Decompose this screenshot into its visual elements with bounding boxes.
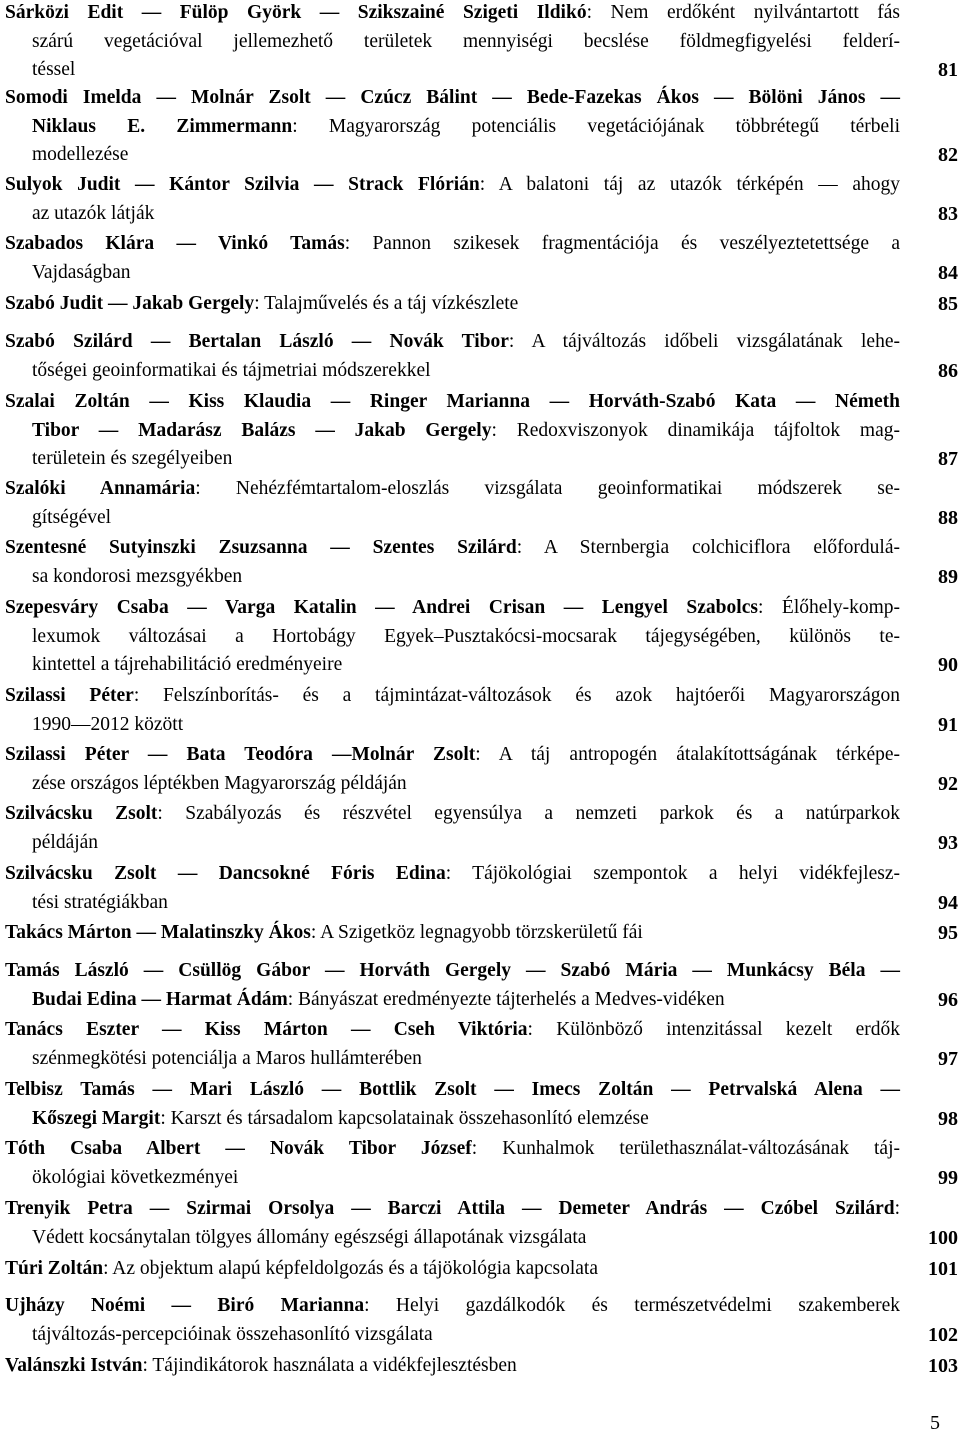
toc-entry-title: tőségei geoinformatikai és tájmetriai módszerekkel	[32, 360, 431, 381]
toc-entry-line	[32, 1046, 900, 1072]
toc-entry-title: Védett kocsánytalan tölgyes állomány egészségi állapotának vizsgálata	[32, 1227, 587, 1248]
toc-entry-title: lexumok változásai a Hortobágy Egyek–Pusztakócsi-mocsarak tájegységében, különös te-	[32, 626, 900, 647]
toc-entry-title: : Felszínborítás- és a tájmintázat-változások és azok hajtóerői Magyarországon	[133, 685, 900, 706]
toc-entry-title: az utazók látják	[32, 203, 155, 224]
toc-entry-authors: Sárközi Edit — Fülöp Györk — Szikszainé Szigeti Ildikó	[5, 2, 587, 23]
toc-entry-page-number: 82	[938, 144, 958, 166]
toc-entry-page-number: 86	[938, 360, 958, 382]
toc-entry-title: : Magyarország potenciális vegetációjának többrétegű térbeli	[292, 116, 901, 137]
toc-entry-line	[32, 564, 900, 590]
toc-entry-line	[32, 1322, 900, 1348]
toc-entry-title: szárú vegetációval jellemezhető területek mennyiségi becslése földmegfigyelési felderí-	[32, 31, 900, 52]
toc-entry	[0, 1017, 960, 1074]
toc-entry-title: : Az objektum alapú képfeldolgozás és a tájökológia kapcsolata	[103, 1258, 598, 1279]
toc-entry-title: ökológiai következményei	[32, 1167, 239, 1188]
toc-entry-title: : A tájváltozás időbeli vizsgálatának lehe-	[508, 331, 900, 352]
toc-entry	[0, 1077, 960, 1134]
toc-entry-page-number: 96	[938, 989, 958, 1011]
toc-entry-page-number: 92	[938, 773, 958, 795]
toc-entry-line	[32, 771, 900, 797]
toc-entry-line	[5, 1196, 900, 1222]
toc-entry-title: : Karszt és társadalom kapcsolatainak összehasonlító elemzése	[160, 1108, 649, 1129]
toc-entry-line	[5, 85, 900, 111]
toc-entry-authors: Trenyik Petra — Szirmai Orsolya — Barczi Attila — Demeter András — Czóbel Szilárd	[5, 1198, 895, 1219]
toc-entry-line	[5, 801, 900, 827]
toc-entry-title: : A táj antropogén átalakítottságának térképe-	[475, 744, 900, 765]
toc-entry-title: : Kunhalmok területhasználat-változásának táj-	[471, 1138, 900, 1159]
toc-entry-line	[5, 1293, 900, 1319]
toc-entry-authors: Tanács Eszter — Kiss Márton — Cseh Viktória	[5, 1019, 528, 1040]
toc-entry	[0, 683, 960, 740]
toc-entry-page-number: 85	[938, 293, 958, 315]
toc-entry	[0, 1196, 960, 1253]
toc-entry-authors: Szilvácsku Zsolt — Dancsokné Fóris Edina	[5, 863, 446, 884]
toc-entry-page-number: 88	[938, 507, 958, 529]
toc-entry-line	[32, 446, 900, 472]
toc-entry-title: : Szabályozás és részvétel egyensúlya a nemzeti parkok és a natúrparkok	[157, 803, 900, 824]
toc-entry-line	[32, 29, 900, 55]
toc-entry-line	[32, 1225, 900, 1251]
toc-entry-title: : Tájindikátorok használata a vidékfejlesztésben	[142, 1355, 517, 1376]
toc-entry-line	[32, 201, 900, 227]
toc-entry-authors: Szentesné Sutyinszki Zsuzsanna — Szentes Szilárd	[5, 537, 517, 558]
toc-entry-title: : Élőhely-komp-	[757, 597, 900, 618]
toc-entry-authors: Szepesváry Csaba — Varga Katalin — Andrei Crisan — Lengyel Szabolcs	[5, 597, 758, 618]
toc-entry-page-number: 99	[938, 1167, 958, 1189]
toc-entry-line	[5, 1017, 900, 1043]
toc-entry-title: : Nehézfémtartalom-eloszlás vizsgálata geoinformatikai módszerek se-	[195, 478, 900, 499]
toc-entry-title: gítségével	[32, 507, 112, 528]
toc-entry-title: kintettel a tájrehabilitáció eredményeire	[32, 654, 343, 675]
toc-entry-title: : Pannon szikesek fragmentációja és veszélyeztetettsége a	[344, 233, 900, 254]
toc-entry-line	[32, 890, 900, 916]
toc-entry-authors: Kőszegi Margit	[32, 1108, 161, 1129]
toc-entry-line	[32, 142, 900, 168]
toc-entry-page-number: 95	[938, 922, 958, 944]
toc-entry-page-number: 87	[938, 448, 958, 470]
toc-entry-title: sa kondorosi mezsgyékben	[32, 566, 243, 587]
toc-entry-authors: Takács Márton — Malatinszky Ákos	[5, 922, 311, 943]
toc-entry-page-number: 81	[938, 59, 958, 81]
toc-entry	[0, 389, 960, 475]
toc-entry-authors: Niklaus E. Zimmermann	[32, 116, 293, 137]
toc-entry-authors: Sulyok Judit — Kántor Szilvia — Strack Flórián	[5, 174, 480, 195]
toc-entry-page-number: 101	[928, 1258, 958, 1280]
toc-entry-line	[32, 505, 900, 531]
toc-entry-line	[5, 535, 900, 561]
toc-entry-title: zése országos léptékben Magyarország példáján	[32, 773, 407, 794]
page-number: 5	[930, 1412, 940, 1434]
toc-entry-title: : A balatoni táj az utazók térképén — ahogy	[479, 174, 900, 195]
toc-entry-title: : A Szigetköz legnagyobb törzskerületű fái	[310, 922, 643, 943]
toc-entry	[0, 172, 960, 229]
toc-entry-page-number: 94	[938, 892, 958, 914]
toc-entry-page-number: 103	[928, 1355, 958, 1377]
toc-entry	[0, 476, 960, 533]
toc-entry	[0, 1256, 960, 1285]
toc-entry-authors: Szabó Judit — Jakab Gergely	[5, 293, 255, 314]
toc-entry-authors: Ujházy Noémi — Biró Marianna	[5, 1295, 365, 1316]
toc-entry-authors: Szabó Szilárd — Bertalan László — Novák Tibor	[5, 331, 509, 352]
toc-entry-line	[32, 712, 900, 738]
toc-entry-authors: Somodi Imelda — Molnár Zsolt — Czúcz Bálint — Bede-Fazekas Ákos — Bölöni János —	[5, 87, 900, 108]
toc-entry-line	[32, 1106, 900, 1132]
toc-entry-page-number: 90	[938, 654, 958, 676]
toc-entry-page-number: 102	[928, 1324, 958, 1346]
toc-entry-title: modellezése	[32, 144, 129, 165]
toc-entry	[0, 595, 960, 681]
toc-entry-line	[5, 389, 900, 415]
toc-entry	[0, 85, 960, 171]
toc-entry	[0, 920, 960, 949]
toc-entry	[0, 1293, 960, 1350]
toc-entry-line	[32, 418, 900, 444]
toc-entry-title: : Redoxviszonyok dinamikája tájfoltok mag-	[491, 420, 900, 441]
toc-entry-page-number: 98	[938, 1108, 958, 1130]
toc-entry-authors: Budai Edina — Harmat Ádám	[32, 989, 288, 1010]
toc-entry-title: tési stratégiákban	[32, 892, 168, 913]
toc-entry-authors: Szalóki Annamária	[5, 478, 196, 499]
toc-entry-line	[5, 476, 900, 502]
toc-entry-authors: Tóth Csaba Albert — Novák Tibor József	[5, 1138, 472, 1159]
toc-entry-authors: Túri Zoltán	[5, 1258, 104, 1279]
toc-entry-line	[5, 291, 900, 317]
toc-entry-line	[5, 920, 900, 946]
toc-entry-authors: Szilvácsku Zsolt	[5, 803, 158, 824]
toc-entry	[0, 958, 960, 1015]
toc-entry-title: téssel	[32, 59, 76, 80]
toc-entry-line	[32, 260, 900, 286]
toc-entry-line	[5, 231, 900, 257]
toc-entry-title: : Helyi gazdálkodók és természetvédelmi szakemberek	[364, 1295, 900, 1316]
toc-entry-title: : Különböző intenzitással kezelt erdők	[527, 1019, 900, 1040]
toc-entry-line	[32, 358, 900, 384]
toc-entry-page-number: 91	[938, 714, 958, 736]
toc-entry-title: : Tájökológiai szempontok a helyi vidékfejlesz-	[445, 863, 900, 884]
toc-entry-authors: Szilassi Péter — Bata Teodóra —Molnár Zsolt	[5, 744, 476, 765]
toc-entry-title: Vajdaságban	[32, 262, 131, 283]
toc-entry-authors: Szabados Klára — Vinkó Tamás	[5, 233, 345, 254]
toc-entry-title: : Talajművelés és a táj vízkészlete	[254, 293, 519, 314]
toc-entry	[0, 231, 960, 288]
toc-entry-line	[32, 1165, 900, 1191]
toc-entry-title: tájváltozás-percepcióinak összehasonlító vizsgálata	[32, 1324, 433, 1345]
toc-entry	[0, 329, 960, 386]
toc-entry-line	[5, 742, 900, 768]
toc-entry-line	[32, 624, 900, 650]
toc-entry-title: : A Sternbergia colchiciflora előfordulá-	[516, 537, 900, 558]
toc-entry-line	[5, 1136, 900, 1162]
toc-entry-line	[5, 329, 900, 355]
toc-entry	[0, 1353, 960, 1382]
toc-entry-line	[32, 114, 900, 140]
toc-entry-authors: Telbisz Tamás — Mari László — Bottlik Zsolt — Imecs Zoltán — Petrvalská Alena —	[5, 1079, 900, 1100]
toc-entry-line	[5, 861, 900, 887]
toc-entry	[0, 535, 960, 592]
toc-entry-line	[32, 57, 900, 83]
toc-entry-title: területein és szegélyeiben	[32, 448, 233, 469]
toc-entry-page-number: 83	[938, 203, 958, 225]
toc-entry-line	[5, 595, 900, 621]
toc-entry-line	[32, 830, 900, 856]
toc-entry-page-number: 93	[938, 832, 958, 854]
toc-entry-title: :	[894, 1198, 900, 1219]
toc-entry-title: példáján	[32, 832, 99, 853]
toc-entry-line	[5, 1256, 900, 1282]
toc-entry-page-number: 84	[938, 262, 958, 284]
toc-entry-line	[5, 172, 900, 198]
toc-entry	[0, 0, 960, 86]
toc-entry-page-number: 89	[938, 566, 958, 588]
toc-entry-authors: Tibor — Madarász Balázs — Jakab Gergely	[32, 420, 492, 441]
toc-entry	[0, 1136, 960, 1193]
toc-entry-authors: Valánszki István	[5, 1355, 143, 1376]
toc-entry-line	[32, 987, 900, 1013]
toc-entry-title: szénmegkötési potenciálja a Maros hullámterében	[32, 1048, 422, 1069]
toc-entry-page-number: 97	[938, 1048, 958, 1070]
toc-entry-line	[5, 1353, 900, 1379]
toc-entry-authors: Szilassi Péter	[5, 685, 134, 706]
toc-entry-title: : Nem erdőként nyilvántartott fás	[586, 2, 901, 23]
toc-entry-authors: Tamás László — Csüllög Gábor — Horváth Gergely — Szabó Mária — Munkácsy Béla —	[5, 960, 900, 981]
toc-entry-line	[5, 0, 900, 26]
toc-entry	[0, 742, 960, 799]
toc-entry-page-number: 100	[928, 1227, 958, 1249]
toc-entry-line	[5, 683, 900, 709]
toc-entry-title: : Bányászat eredményezte tájterhelés a Medves-vidéken	[287, 989, 725, 1010]
toc-entry-authors: Szalai Zoltán — Kiss Klaudia — Ringer Marianna — Horváth-Szabó Kata — Németh	[5, 391, 900, 412]
toc-entry	[0, 801, 960, 858]
toc-entry	[0, 861, 960, 918]
toc-entry-line	[5, 958, 900, 984]
toc-entry	[0, 291, 960, 320]
toc-entry-line	[5, 1077, 900, 1103]
toc-entry-title: 1990—2012 között	[32, 714, 184, 735]
toc-entry-line	[32, 652, 900, 678]
